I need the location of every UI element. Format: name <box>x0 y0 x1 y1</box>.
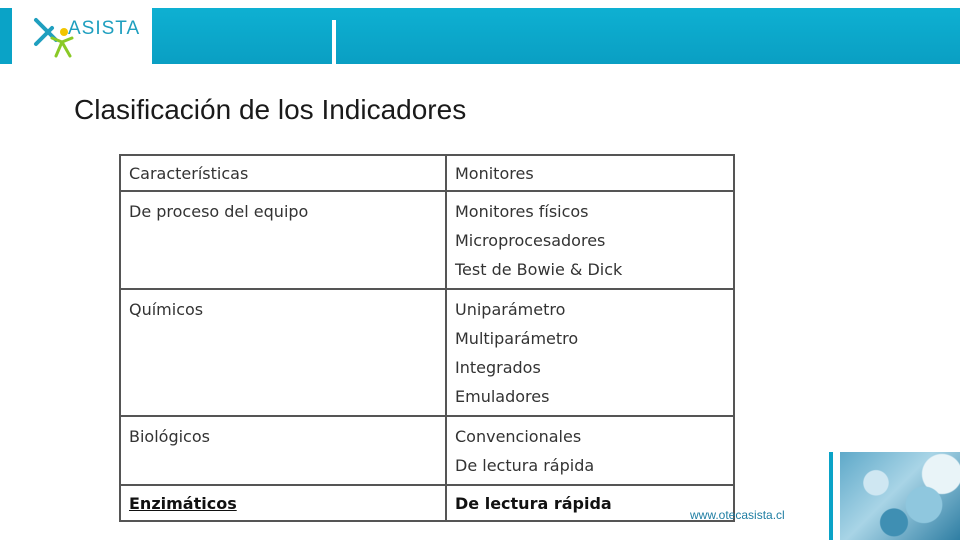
medical-photo <box>840 452 960 540</box>
logo <box>12 8 152 64</box>
items-cell <box>446 191 734 289</box>
table-row <box>120 289 734 416</box>
item-text: De lectura rápida <box>455 494 612 513</box>
footer-accent-bar <box>829 452 833 540</box>
item-text: Uniparámetro <box>455 300 566 319</box>
category-text: Enzimáticos <box>129 494 237 513</box>
item-text: Emuladores <box>455 387 550 406</box>
page-title: Clasificación de los Indicadores <box>74 94 467 125</box>
item-text: Integrados <box>455 358 541 377</box>
table-row <box>120 416 734 485</box>
category-cell: Químicos <box>120 289 446 416</box>
header-bar <box>152 8 960 64</box>
header-cell-characteristics: Características <box>120 155 446 191</box>
table-row <box>120 191 734 289</box>
header-cell-monitors: Monitores <box>446 155 734 191</box>
item-text: Convencionales <box>455 427 582 446</box>
item-text: Microprocesadores <box>455 231 606 250</box>
item-text: Multiparámetro <box>455 329 579 348</box>
logo-text: ASISTA <box>68 18 141 39</box>
item-text: De lectura rápida <box>455 456 595 475</box>
item-text: Monitores físicos <box>455 202 589 221</box>
category-cell: Biológicos <box>120 416 446 485</box>
items-cell <box>446 416 734 485</box>
header-divider <box>332 20 336 64</box>
website-url: www.otecasista.cl <box>690 508 785 522</box>
indicators-table <box>119 154 735 522</box>
category-cell: De proceso del equipo <box>120 191 446 289</box>
items-cell <box>446 289 734 416</box>
item-text: Test de Bowie & Dick <box>455 260 623 279</box>
table-row <box>120 485 734 521</box>
table-header-row <box>120 155 734 191</box>
header-band <box>0 8 960 64</box>
category-cell <box>120 485 446 521</box>
header-accent-bar <box>0 8 12 64</box>
